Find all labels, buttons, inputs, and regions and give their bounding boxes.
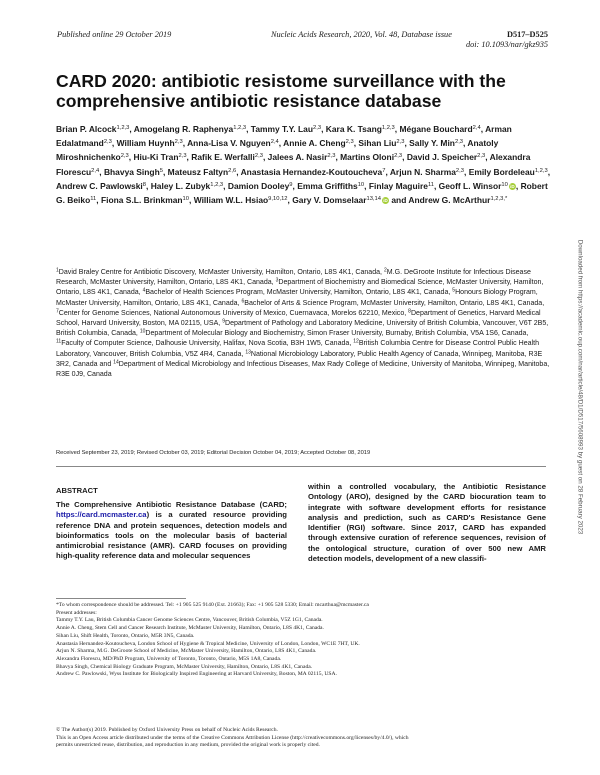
abstract-column-2: within a controlled vocabulary, the Antibiotic Resistance Ontology (ARO), designed by the CARD biocuration team to integrate with software development efforts for resistance analysis and prediction, such as CARD's Resistance Gene Identifier (RGI) software. Since 2017, CARD has expanded through extensive curation of reference sequences, revision of the ontological structure, curation of over 500 new AMR detection models, development of a new classifi- xyxy=(308,482,546,564)
author-affiliation-marker: 1,2,3 xyxy=(381,125,395,131)
affiliation-text: Department of Molecular Biology and Biochemistry, Simon Fraser University, Burnaby, British Columbia, V5A 1S6, Canada, xyxy=(145,330,529,338)
author-name: Rafik E. Werfalli xyxy=(191,152,255,163)
author-affiliation-marker: 10 xyxy=(501,181,508,188)
author-affiliation-marker: 1,2,3 xyxy=(210,181,224,188)
author-name: Sally Y. Min xyxy=(409,138,455,149)
author-affiliation-marker: 11 xyxy=(427,181,434,188)
author-name: Geoff L. Winsor xyxy=(438,180,502,191)
affiliation-marker: 11 xyxy=(56,338,62,345)
affiliation-text: British Columbia Centre for Disease Control Public Health Laboratory, Vancouver, British Columbia, V5Z 4R4, Canada, xyxy=(56,340,539,358)
author-name: Anatoly Miroshnichenko xyxy=(56,138,499,163)
affiliation-marker: 14 xyxy=(113,359,119,366)
author-affiliation-marker: 7 xyxy=(382,167,386,174)
author-affiliation-marker: 2,4 xyxy=(472,125,481,131)
affiliation-text: Faculty of Computer Science, Dalhousie University, Halifax, Nova Scotia, B3H 1W5, Canada, xyxy=(61,340,354,348)
author-affiliation-marker: 2,3 xyxy=(327,153,336,160)
footnote-line: Andrew C. Pawlowski, Wyss Institute for Biologically Inspired Engineering at Harvard University, Boston, MA 02115, USA. xyxy=(56,671,337,678)
paper-title: CARD 2020: antibiotic resistome surveillance with the comprehensive antibiotic resistance database xyxy=(56,71,506,111)
affiliation-text: Honours Biology Program, McMaster University, Hamilton, Ontario, L8S 4K1, Canada, xyxy=(56,289,538,307)
author-name: Anastasia Hernandez-Koutoucheva xyxy=(240,166,383,177)
author-name: Bhavya Singh xyxy=(103,166,160,177)
author-affiliation-marker: 5 xyxy=(159,167,163,174)
abstract-text-1b: ) is a curated resource providing reference DNA and protein sequences, detection models and bioinformatics tools on the molecular basis of bacterial antimicrobial resistance (AMR). CARD focuses on providing high-quality reference data and molecular sequences xyxy=(56,510,287,561)
author-affiliation-marker: 2,3 xyxy=(103,139,112,146)
footnote-rule xyxy=(56,598,186,599)
author-name: Mateusz Faltyn xyxy=(167,166,229,177)
author-affiliation-marker: 2,3 xyxy=(178,153,187,160)
author-affiliation-marker: 2,3 xyxy=(345,139,354,146)
author-name: Sihan Liu xyxy=(358,138,397,149)
author-name: Emma Griffiths xyxy=(297,180,358,191)
author-name: Martins Oloni xyxy=(340,152,395,163)
author-affiliation-marker: 2,3 xyxy=(455,167,464,174)
affiliation-marker: 1 xyxy=(56,267,59,274)
author-name: Jalees A. Nasir xyxy=(267,152,328,163)
footnotes xyxy=(56,602,550,679)
author-name: Mégane Bouchard xyxy=(399,124,473,134)
author-affiliation-marker: 2,3 xyxy=(313,125,322,131)
author-affiliation-marker: 1,2,3,* xyxy=(490,196,508,203)
affiliation-text: Bachelor of Arts & Science Program, McMaster University, Hamilton, Ontario, L8S 4K1, Canada, xyxy=(244,299,545,307)
author-affiliation-marker: 1,2,3 xyxy=(116,125,130,131)
affiliation-text: Department of Biochemistry and Biomedical Science, McMaster University, Hamilton, Ontario, L8S 4K1, Canada, xyxy=(56,279,544,297)
author-affiliation-marker: 1,2,3 xyxy=(233,125,247,131)
affiliations xyxy=(56,268,556,380)
author-name: Anna-Lisa V. Nguyen xyxy=(187,138,271,149)
published-date: Published online 29 October 2019 xyxy=(57,30,172,39)
orcid-icon[interactable]: iD xyxy=(510,183,515,189)
affiliation-text: Bachelor of Health Sciences Program, McMaster University, Hamilton, Ontario, L8S 4K1, Canada, xyxy=(145,289,453,297)
affiliation-marker: 8 xyxy=(408,308,411,315)
affiliation-text: Department of Pathology and Laboratory Medicine, University of British Columbia, Vancouver, V6T 2B5, British Columbia, Canada, xyxy=(56,320,549,338)
author-name: David J. Speicher xyxy=(406,152,478,163)
copyright-notice xyxy=(56,727,550,750)
author-name: Andrew G. McArthur xyxy=(408,195,491,206)
author-name: Gary V. Domselaar xyxy=(292,195,367,206)
author-name: Alexandra Florescu xyxy=(56,152,531,177)
author-name: Haley L. Zubyk xyxy=(150,180,211,191)
author-name: Kara K. Tsang xyxy=(325,124,382,134)
affiliation-text: Department of Genetics, Harvard Medical School, Harvard University, Boston, MA 02115, USA, xyxy=(56,309,541,328)
author-name: Tammy T.Y. Lau xyxy=(250,124,313,134)
affiliation-marker: 13 xyxy=(245,349,251,356)
author-name: Arman Edalatmand xyxy=(56,124,512,149)
card-website-link[interactable]: https://card.mcmaster.ca xyxy=(56,510,147,520)
author-name: Annie A. Cheng xyxy=(283,138,346,149)
affiliation-marker: 3 xyxy=(275,277,279,284)
author-name: Brian P. Alcock xyxy=(56,124,117,134)
author-affiliation-marker: 1,2,3 xyxy=(534,167,548,174)
abstract-heading: ABSTRACT xyxy=(56,486,98,495)
footnote-line: Annie A. Cheng, Stem Cell and Cancer Research Institute, McMaster University, Hamilton, Ontario, L8S 4K1, Canada. xyxy=(56,625,324,632)
footnote-line: Bhavya Singh, Chemical Biology Graduate Program, McMaster University, Hamilton, Ontario, L8S 4K1, Canada. xyxy=(56,663,313,670)
affiliation-text: Center for Genome Sciences, National Autonomous University of Mexico, Cuernavaca, Morelos 62210, Mexico, xyxy=(58,309,409,317)
author-affiliation-marker: 2,3 xyxy=(394,153,403,160)
author-affiliation-marker: 9 xyxy=(289,181,293,188)
journal-citation: Nucleic Acids Research, 2020, Vol. 48, Database issue xyxy=(271,30,452,39)
author-affiliation-marker: 2,3 xyxy=(120,153,129,160)
author-affiliation-marker: 2,3 xyxy=(174,139,183,146)
page-range-and-doi xyxy=(466,30,548,50)
footnote-line: Anastasia Hernandez-Koutoucheva, London School of Hygiene & Tropical Medicine, University of London, London, WC1E 7HT, UK. xyxy=(56,640,360,647)
footnote-line: Present addresses: xyxy=(56,609,97,616)
footnote-line: *To whom correspondence should be addressed. Tel: +1 905 525 9140 (Ext. 21663); Fax: +1 905 528 5330; Email: mcarthua@mcmaster.ca xyxy=(56,602,369,608)
affiliation-marker: 7 xyxy=(56,308,59,315)
author-name: Amogelang R. Raphenya xyxy=(133,124,234,134)
author-name: Damion Dooley xyxy=(227,180,290,191)
copyright-line: This is an Open Access article distributed under the terms of the Creative Commons Attribution License (http://creativecommons.org/licenses/by/4.0/), which xyxy=(56,734,409,741)
affiliation-marker: 4 xyxy=(142,287,146,294)
author-affiliation-marker: 2,6 xyxy=(228,167,237,174)
abstract-column-1 xyxy=(56,500,287,562)
author-affiliation-marker: 9,10,12 xyxy=(268,196,288,203)
author-name: Robert G. Beiko xyxy=(56,180,548,206)
author-affiliation-marker: 13,14 xyxy=(366,196,381,203)
footnote-line: Tammy T.Y. Lau, British Columbia Cancer Genome Sciences Centre, Vancouver, British Columbia, V5Z 1G1, Canada. xyxy=(56,617,323,624)
affiliation-text: Department of Medical Microbiology and Infectious Diseases, Max Rady College of Medicine, University of Manitoba, Winnipeg, Manitoba, R3E 0J9, Canada xyxy=(56,360,550,379)
affiliation-text: National Microbiology Laboratory, Public Health Agency of Canada, Winnipeg, Manitoba, R3E 3R2, Canada and xyxy=(56,350,543,368)
footnote-line: Sihan Liu, Shift Health, Toronto, Ontario, M5R 3N5, Canada. xyxy=(56,632,195,639)
author-affiliation-marker: 2,4 xyxy=(270,139,279,146)
author-name: William W.L. Hsiao xyxy=(193,195,269,206)
affiliation-text: M.G. DeGroote Institute for Infectious Disease Research, McMaster University, Hamilton, Ontario, L8S 4K1, Canada, xyxy=(56,269,531,287)
footnote-line: Alexandra Florescu, MD/PhD Program, University of Toronto, Toronto, Ontario, M5S 1A8, Canada. xyxy=(56,655,282,662)
author-affiliation-marker: 10 xyxy=(182,196,189,203)
abstract-text-1a: The Comprehensive Antibiotic Resistance Database (CARD; xyxy=(56,500,287,509)
footnote-line: Arjun N. Sharma, M.G. DeGroote School of Medicine, McMaster University, Hamilton, Ontario, L8S 4K1, Canada. xyxy=(56,648,317,655)
author-affiliation-marker: 2,3 xyxy=(454,139,464,146)
download-note: Downloaded from https://academic.oup.com/nar/article/48/D1/D517/5608993 by guest on 28 February 2023 xyxy=(576,239,584,535)
author-name: Finlay Maguire xyxy=(368,180,428,191)
author-name: Arjun N. Sharma xyxy=(389,166,456,177)
affiliation-marker: 9 xyxy=(222,318,225,325)
author-name: William Huynh xyxy=(116,138,175,149)
affiliation-marker: 6 xyxy=(241,298,245,305)
received-dates: Received September 23, 2019; Revised October 03, 2019; Editorial Decision October 04, 2019; Accepted October 08, 2019 xyxy=(56,450,371,456)
affiliation-marker: 10 xyxy=(139,328,146,335)
author-affiliation-marker: 2,4 xyxy=(91,167,100,174)
author-affiliation-marker: 8 xyxy=(142,181,146,188)
author-affiliation-marker: 2,3 xyxy=(477,153,486,160)
author-affiliation-marker: 2,3 xyxy=(396,139,405,146)
author-affiliation-marker: 10 xyxy=(357,181,365,188)
divider xyxy=(56,466,546,467)
author-name: Andrew C. Pawlowski xyxy=(56,180,143,191)
copyright-line: © The Author(s) 2019. Published by Oxford University Press on behalf of Nucleic Acids Research. xyxy=(56,727,278,733)
affiliation-text: David Braley Centre for Antibiotic Discovery, McMaster University, Hamilton, Ontario, L8S 4K1, Canada, xyxy=(58,269,384,276)
author-name: Fiona S.L. Brinkman xyxy=(100,195,183,206)
copyright-line: permits unrestricted reuse, distribution, and reproduction in any medium, provided the original work is properly cited. xyxy=(56,742,320,749)
author-affiliation-marker: 2,3 xyxy=(254,153,263,160)
affiliation-marker: 5 xyxy=(452,287,456,294)
page-range: D517–D525 xyxy=(506,30,548,39)
author-name: Emily Bordeleau xyxy=(468,166,535,177)
author-affiliation-marker: 11 xyxy=(90,196,97,203)
doi: doi: 10.1093/nar/gkz935 xyxy=(465,40,548,49)
affiliation-marker: 2 xyxy=(383,267,387,274)
author-name: Hiu-Ki Tran xyxy=(133,152,179,163)
orcid-icon[interactable]: iD xyxy=(383,198,388,204)
author-list: Brian P. Alcock$^{1,2,3}$, Amogelang R. Raphenya$^{1,2,3}$, Tammy T.Y. Lau$^{2,3}$, Kara K. Tsang$^{1,2,3}$, Mégane Bouchard$^{2,4}$, Arman Edalatmand$^{2,3}$, William Huynh$^{2,3}$, Anna-Lisa V. Nguyen$^{2,4}$, Annie A. Cheng$^{2,3}$, Sihan Liu$^{2,3}$, Sally Y. Min$^{2,3}$, Anatoly Miroshnichenko$^{2,3}$, Hiu-Ki Tran$^{2,3}$, Rafik E. Werfalli$^{2,3}$, Jalees A. Nasir$^{2,3}$, Martins Oloni$^{2,3}$, David J. Speicher$^{2,3}$, Alexandra Florescu$^{2,4}$, Bhavya Singh$^5$, Mateusz Faltyn$^{2,6}$, Anastasia Hernandez-Koutoucheva$^7$, Arjun N. Sharma$^{2,3}$, Emily Bordeleau$^{1,2,3}$, Andrew C. Pawlowski$^8$, Haley L. Zubyk$^{1,2,3}$, Damion Dooley$^9$, Emma Griffiths$^{10}$, Finlay Maguire$^{11}$, Geoff L. Winsor$^{10}$ iD, Robert G. Beiko$^{11}$, Fiona S.L. Brinkman$^{10}$, William W.L. Hsiao$^{9,10,12}$, Gary V. Domselaar$^{13,14}$ iD and Andrew G. McArthur$^{1,2,3,*}$ xyxy=(56,124,551,206)
affiliation-marker: 12 xyxy=(353,338,359,345)
